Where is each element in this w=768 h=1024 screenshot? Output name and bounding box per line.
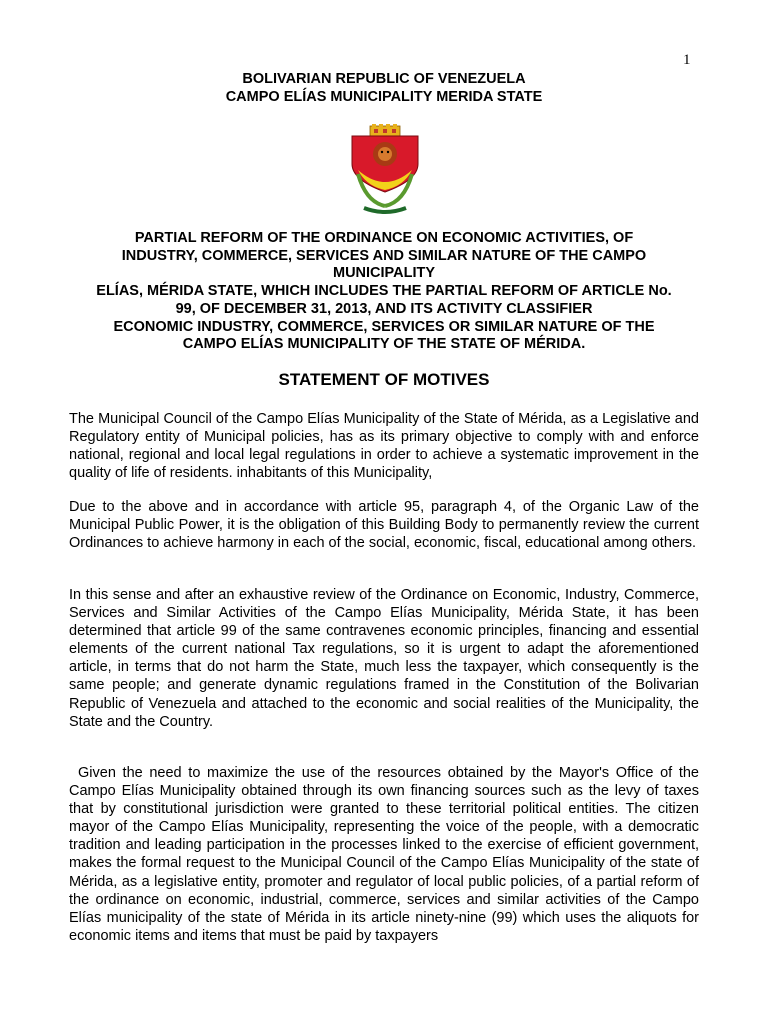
document-header — [40, 70, 728, 106]
title-line: MUNICIPALITY — [332, 265, 436, 282]
title-line: 99, OF DECEMBER 31, 2013, AND ITS ACTIVITY CLASSIFIER — [175, 300, 593, 317]
ordinance-title — [60, 230, 708, 354]
paragraph-1: The Municipal Council of the Campo Elías Municipality of the State of Mérida, as a Legislative and Regulatory entity of Municipal policies, has as its primary objective to comply with and enforce national, regional and local legal regulations in order to achieve a systematic improvement in the quality of life of residents. inhabitants of this Municipality, — [69, 411, 699, 482]
title-line: CAMPO ELÍAS MUNICIPALITY OF THE STATE OF MÉRIDA. — [182, 336, 586, 353]
header-municipality: CAMPO ELÍAS MUNICIPALITY MERIDA STATE — [225, 89, 543, 105]
paragraph-2: Due to the above and in accordance with article 95, paragraph 4, of the Organic Law of the Municipal Public Power, it is the obligation of this Building Body to permanently review the current Ordinances to achieve harmony in each of the social, economic, fiscal, educational among others. — [69, 499, 699, 552]
paragraph-3: In this sense and after an exhaustive review of the Ordinance on Economic, Industry, Commerce, Services and Similar Activities of the Campo Elías Municipality, Mérida State, it has been determined that article 99 of the same contravenes economic principles, financing and essential elements of the current national Tax regulations, so it is urgent to adapt the aforementioned article, in terms that do not harm the State, much less the taxpayer, which consequently is the same people; and generate dynamic regulations framed in the Constitution of the Bolivarian Republic of Venezuela and attached to the economic and social realities of the Municipality, the State and the Country. — [69, 587, 699, 730]
title-line: PARTIAL REFORM OF THE ORDINANCE ON ECONOMIC ACTIVITIES, OF — [134, 230, 634, 246]
title-line: ECONOMIC INDUSTRY, COMMERCE, SERVICES OR SIMILAR NATURE OF THE — [113, 318, 655, 335]
page-number: 1 — [683, 52, 691, 68]
title-line: ELÍAS, MÉRIDA STATE, WHICH INCLUDES THE PARTIAL REFORM OF ARTICLE No. — [96, 283, 672, 300]
header-country: BOLIVARIAN REPUBLIC OF VENEZUELA — [242, 71, 526, 87]
paragraph-4: Given the need to maximize the use of the resources obtained by the Mayor's Office of the Campo Elías Municipality obtained through its own financing sources such as the levy of taxes that by constitutional jurisdiction were granted to these territorial political entities. The citizen mayor of the Campo Elías Municipality, representing the voice of the people, with a democratic tradition and leading participation in the processes linked to the exercise of efficient government, makes the formal request to the Municipal Council of the Campo Elías Municipality of the state of Mérida, as a legislative entity, promoter and regulator of local public policies, of a partial reform of the ordinance on economic, industrial, commerce, services and similar activities of the Campo Elías municipality of the state of Mérida in its article ninety-nine (99) which uses the aliquots for economic items and items that must be paid by taxpayers — [69, 765, 699, 944]
title-line: INDUSTRY, COMMERCE, SERVICES AND SIMILAR NATURE OF THE CAMPO — [121, 247, 647, 264]
coat-of-arms-icon — [344, 124, 426, 216]
section-heading: STATEMENT OF MOTIVES — [278, 370, 490, 389]
